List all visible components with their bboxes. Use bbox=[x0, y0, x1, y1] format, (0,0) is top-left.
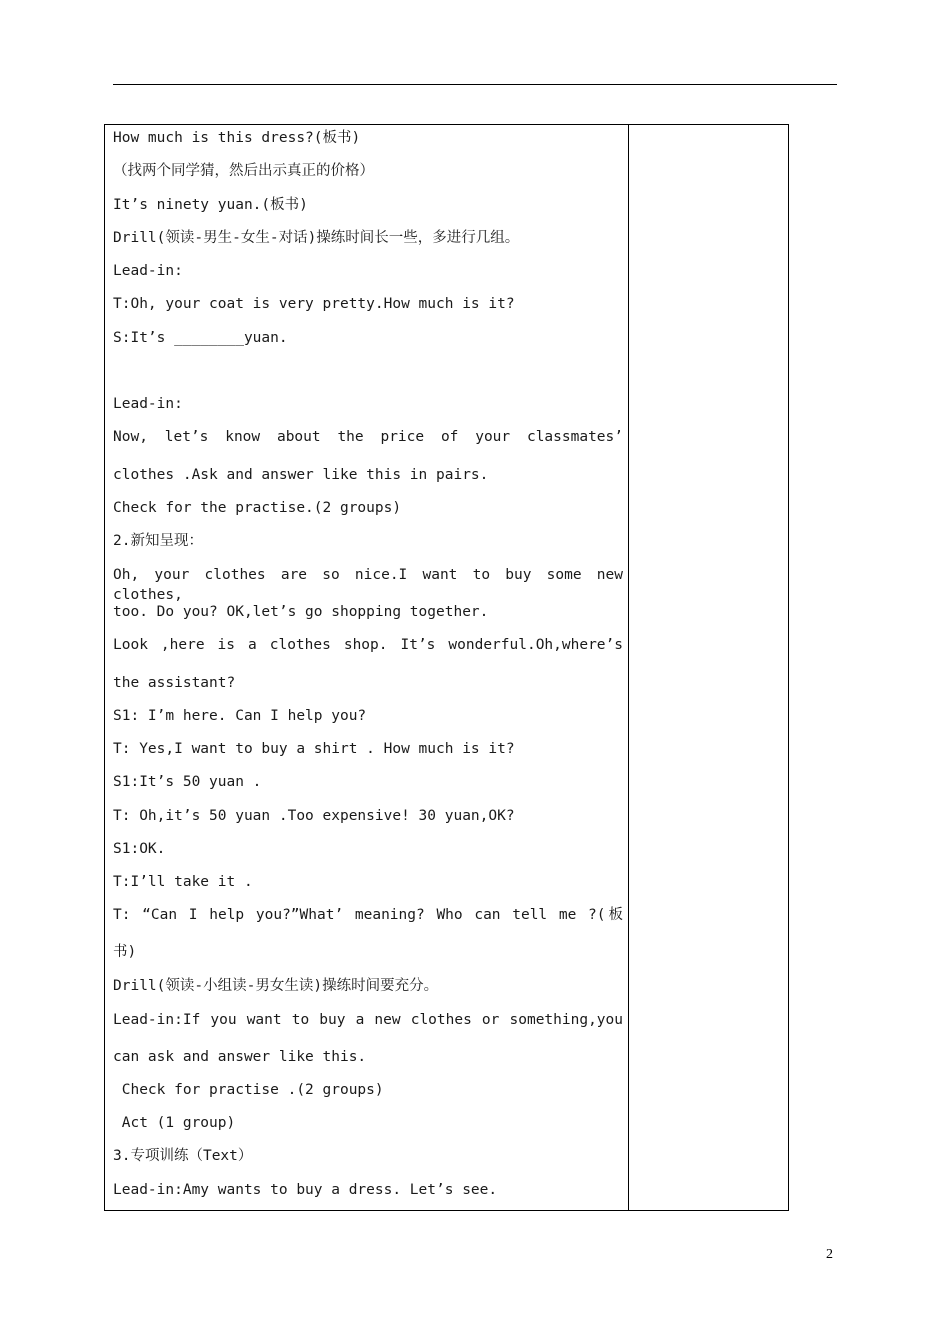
lesson-line: T: “Can I help you?”What’ meaning? Who can tell me ?(板 bbox=[113, 907, 623, 923]
lesson-line: It’s ninety yuan.(板书) bbox=[113, 197, 308, 213]
lesson-line: S1: I’m here. Can I help you? bbox=[113, 708, 367, 724]
notes-column-cell bbox=[629, 125, 788, 1210]
lesson-line: Check for practise .(2 groups) bbox=[113, 1082, 384, 1098]
lesson-line: too. Do you? OK,let’s go shopping together. bbox=[113, 604, 489, 620]
lesson-line: clothes .Ask and answer like this in pairs. bbox=[113, 467, 489, 483]
lesson-line: 书) bbox=[113, 944, 137, 960]
lesson-line: Lead-in:If you want to buy a new clothes or something,you bbox=[113, 1012, 623, 1028]
section-heading: 3.专项训练（Text） bbox=[113, 1148, 253, 1164]
lesson-line: can ask and answer like this. bbox=[113, 1049, 367, 1065]
lesson-line: Oh, your clothes are so nice.I want to buy some new clothes, bbox=[113, 567, 623, 603]
lesson-line: T: Oh,it’s 50 yuan .Too expensive! 30 yuan,OK? bbox=[113, 808, 515, 824]
lesson-line: Now, let’s know about the price of your classmates’ bbox=[113, 429, 623, 445]
lesson-line: Lead-in: bbox=[113, 263, 183, 279]
lesson-line: the assistant? bbox=[113, 675, 236, 691]
header-rule bbox=[113, 84, 837, 85]
lesson-line: How much is this dress?(板书) bbox=[113, 130, 361, 146]
lesson-line: Act (1 group) bbox=[113, 1115, 236, 1131]
lesson-line: Drill(领读-小组读-男女生读)操练时间要充分。 bbox=[113, 978, 439, 994]
lesson-line: S:It’s ________yuan. bbox=[113, 330, 288, 346]
lesson-line: T:I’ll take it . bbox=[113, 874, 253, 890]
lesson-line: （找两个同学猜，然后出示真正的价格） bbox=[113, 163, 374, 179]
lesson-line: S1:OK. bbox=[113, 841, 166, 857]
lesson-line: T:Oh, your coat is very pretty.How much is it? bbox=[113, 296, 515, 312]
lesson-content-cell bbox=[113, 124, 623, 1211]
lesson-line: Drill(领读-男生-女生-对话)操练时间长一些，多进行几组。 bbox=[113, 230, 520, 246]
lesson-line: Look ,here is a clothes shop. It’s wonderful.Oh,where’s bbox=[113, 637, 623, 653]
lesson-line: T: Yes,I want to buy a shirt . How much is it? bbox=[113, 741, 515, 757]
lesson-line: S1:It’s 50 yuan . bbox=[113, 774, 262, 790]
lesson-line: Check for the practise.(2 groups) bbox=[113, 500, 402, 516]
lesson-line: Lead-in:Amy wants to buy a dress. Let’s see. bbox=[113, 1182, 498, 1198]
page-number: 2 bbox=[826, 1247, 833, 1262]
lesson-line: Lead-in: bbox=[113, 396, 183, 412]
section-heading: 2.新知呈现： bbox=[113, 533, 203, 549]
